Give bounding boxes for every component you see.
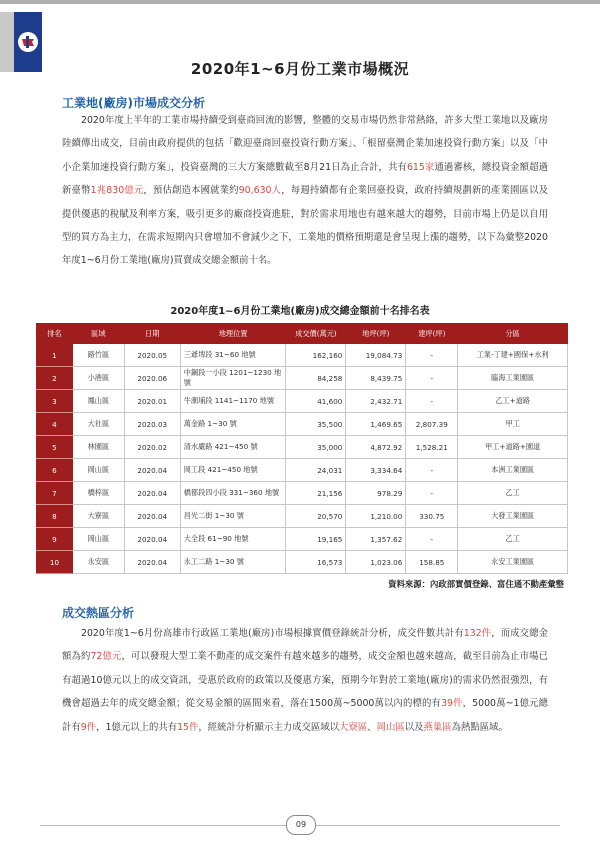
rank-cell: 5 — [37, 436, 73, 459]
price-cell: 21,156 — [286, 482, 346, 505]
table-row — [37, 390, 568, 413]
zoning-cell: 本洲工業園區 — [458, 459, 568, 482]
section-heading-market: 工業地(廠房)市場成交分析 — [62, 96, 205, 110]
col-header: 地坪(坪) — [346, 324, 406, 344]
price-cell: 35,000 — [286, 436, 346, 459]
land-area-cell: 2,432.71 — [346, 390, 406, 413]
district-cell: 鳳山區 — [72, 390, 124, 413]
table-row — [37, 528, 568, 551]
col-header: 區域 — [72, 324, 124, 344]
col-header: 成交價(萬元) — [286, 324, 346, 344]
date-cell: 2020.06 — [124, 367, 180, 390]
date-cell: 2020.01 — [124, 390, 180, 413]
col-header: 地理位置 — [180, 324, 286, 344]
rank-cell: 10 — [37, 551, 73, 574]
land-area-cell: 1,357.62 — [346, 528, 406, 551]
rank-cell: 7 — [37, 482, 73, 505]
location-cell: 永工二路 1~30 號 — [180, 551, 286, 574]
building-area-cell: 2,807.39 — [406, 413, 458, 436]
land-area-cell: 978.29 — [346, 482, 406, 505]
building-area-cell: - — [406, 459, 458, 482]
rank-cell: 8 — [37, 505, 73, 528]
district-cell: 岡山區 — [72, 459, 124, 482]
date-cell: 2020.04 — [124, 505, 180, 528]
col-header: 排名 — [37, 324, 73, 344]
table-row — [37, 505, 568, 528]
table-row — [37, 436, 568, 459]
paragraph-hotspot-analysis: 2020年度1~6月份高雄市行政區工業地(廠房)市場根據實價登錄統計分析，成交件數共計有132件，而成交總金額為約72億元，可以發現大型工業不動產的成交案件有越來越多的趨勢，成交金額也越來越高，截至目前為止市場已有超過10億元以上的成交資訊，受惠於政府的政策以及優惠方案，預期今年對於工業地(廠房)的需求仍然很強烈，有機會超過去年的成交總金額；從交易金額的區間來看，落在1500萬~5000萬以內的標的有39件，5000萬~1億元總計有9件，1億元以上的共有15件，經統計分析顯示主力成交區域以大寮區、岡山區以及燕巢區為熱點區域。 — [62, 628, 549, 733]
table-row — [37, 459, 568, 482]
zoning-cell: 大發工業園區 — [458, 505, 568, 528]
date-cell: 2020.03 — [124, 413, 180, 436]
ranking-table — [36, 323, 568, 574]
location-cell: 中鋼段一小段 1201~1230 地號 — [180, 367, 286, 390]
land-area-cell: 1,023.06 — [346, 551, 406, 574]
price-cell: 19,165 — [286, 528, 346, 551]
table-row — [37, 344, 568, 367]
top-stripe — [0, 0, 600, 4]
zoning-cell: 工業-丁建+國保+水利 — [458, 344, 568, 367]
district-cell: 永安區 — [72, 551, 124, 574]
land-area-cell: 1,469.65 — [346, 413, 406, 436]
land-area-cell: 8,439.75 — [346, 367, 406, 390]
table-title: 2020年度1~6月份工業地(廠房)成交總金額前十名排名表 — [170, 306, 430, 317]
land-area-cell: 19,084.73 — [346, 344, 406, 367]
col-header: 分區 — [458, 324, 568, 344]
page-number: 09 — [286, 815, 316, 835]
building-area-cell: - — [406, 390, 458, 413]
location-cell: 大全段 61~90 地號 — [180, 528, 286, 551]
district-cell: 橋梓區 — [72, 482, 124, 505]
rank-cell: 9 — [37, 528, 73, 551]
building-area-cell: - — [406, 482, 458, 505]
building-area-cell: 158.85 — [406, 551, 458, 574]
price-cell: 84,258 — [286, 367, 346, 390]
location-cell: 橋都段四小段 331~360 地號 — [180, 482, 286, 505]
col-header: 建坪(坪) — [406, 324, 458, 344]
table-row — [37, 482, 568, 505]
land-area-cell: 3,334.64 — [346, 459, 406, 482]
paragraph-market-analysis: 2020年度上半年的工業市場持續受到臺商回流的影響，整體的交易市場仍然非常熱絡，許多大型工業地以及廠房陸續傳出成交，目前由政府提供的包括「歡迎臺商回臺投資行動方案」、「根留臺灣企業加速投資行動方案」以及「中小企業加速投資行動方案」，投資臺灣的三大方案總數截至8月21日為止合計，共有615家通過審核，總投資金額超過新臺幣1兆830億元，預估創造本國就業約90,630人，每週持續都有企業回臺投資，政府持續規劃新的產業園區以及提供優惠的稅賦及利率方案，吸引更多的廠商投資進駐，對於需求用地也有越來越大的趨勢，目前市場上仍是以自用型的買方為主力，在需求短期內只會增加不會減少之下，工業地的價格預期還是會呈現上漲的趨勢，以下為彙整2020年度1~6月份工業地(廠房)買賣成交總金額前十名。 — [62, 115, 548, 267]
date-cell: 2020.04 — [124, 482, 180, 505]
price-cell: 41,600 — [286, 390, 346, 413]
price-cell: 16,573 — [286, 551, 346, 574]
date-cell: 2020.04 — [124, 551, 180, 574]
district-cell: 小港區 — [72, 367, 124, 390]
location-cell: 牛潮埔段 1141~1170 地號 — [180, 390, 286, 413]
table-row — [37, 551, 568, 574]
district-cell: 林園區 — [72, 436, 124, 459]
rank-cell: 2 — [37, 367, 73, 390]
district-cell: 大寮區 — [72, 505, 124, 528]
price-cell: 20,570 — [286, 505, 346, 528]
location-cell: 三爺埤段 31~60 地號 — [180, 344, 286, 367]
building-area-cell: - — [406, 344, 458, 367]
zoning-cell: 永安工業園區 — [458, 551, 568, 574]
zoning-cell: 乙工 — [458, 528, 568, 551]
location-cell: 岡工段 421~450 地號 — [180, 459, 286, 482]
zoning-cell: 乙工 — [458, 482, 568, 505]
building-area-cell: - — [406, 528, 458, 551]
land-area-cell: 1,210.00 — [346, 505, 406, 528]
zoning-cell: 乙工+道路 — [458, 390, 568, 413]
district-cell: 岡山區 — [72, 528, 124, 551]
page-title: 2020年1~6月份工業市場概況 — [190, 60, 410, 78]
price-cell: 24,031 — [286, 459, 346, 482]
date-cell: 2020.05 — [124, 344, 180, 367]
building-area-cell: 1,528.21 — [406, 436, 458, 459]
rank-cell: 3 — [37, 390, 73, 413]
rank-cell: 6 — [37, 459, 73, 482]
data-source-note: 資料來源：內政部實價登錄、富住通不動產彙整 — [388, 579, 564, 589]
table-row — [37, 367, 568, 390]
zoning-cell: 臨海工業園區 — [458, 367, 568, 390]
date-cell: 2020.02 — [124, 436, 180, 459]
land-area-cell: 4,872.92 — [346, 436, 406, 459]
section-heading-hotspot: 成交熱區分析 — [62, 606, 135, 620]
col-header: 日期 — [124, 324, 180, 344]
location-cell: 萬金路 1~30 號 — [180, 413, 286, 436]
building-area-cell: - — [406, 367, 458, 390]
price-cell: 162,160 — [286, 344, 346, 367]
district-cell: 大社區 — [72, 413, 124, 436]
location-cell: 昌光二街 1~30 號 — [180, 505, 286, 528]
table-header-row — [37, 324, 568, 344]
zoning-cell: 甲工 — [458, 413, 568, 436]
location-cell: 清水嚴路 421~450 號 — [180, 436, 286, 459]
price-cell: 35,500 — [286, 413, 346, 436]
building-area-cell: 330.75 — [406, 505, 458, 528]
table-row — [37, 413, 568, 436]
rank-cell: 1 — [37, 344, 73, 367]
zoning-cell: 甲工+道路+園道 — [458, 436, 568, 459]
district-cell: 路竹區 — [72, 344, 124, 367]
date-cell: 2020.04 — [124, 459, 180, 482]
date-cell: 2020.04 — [124, 528, 180, 551]
rank-cell: 4 — [37, 413, 73, 436]
